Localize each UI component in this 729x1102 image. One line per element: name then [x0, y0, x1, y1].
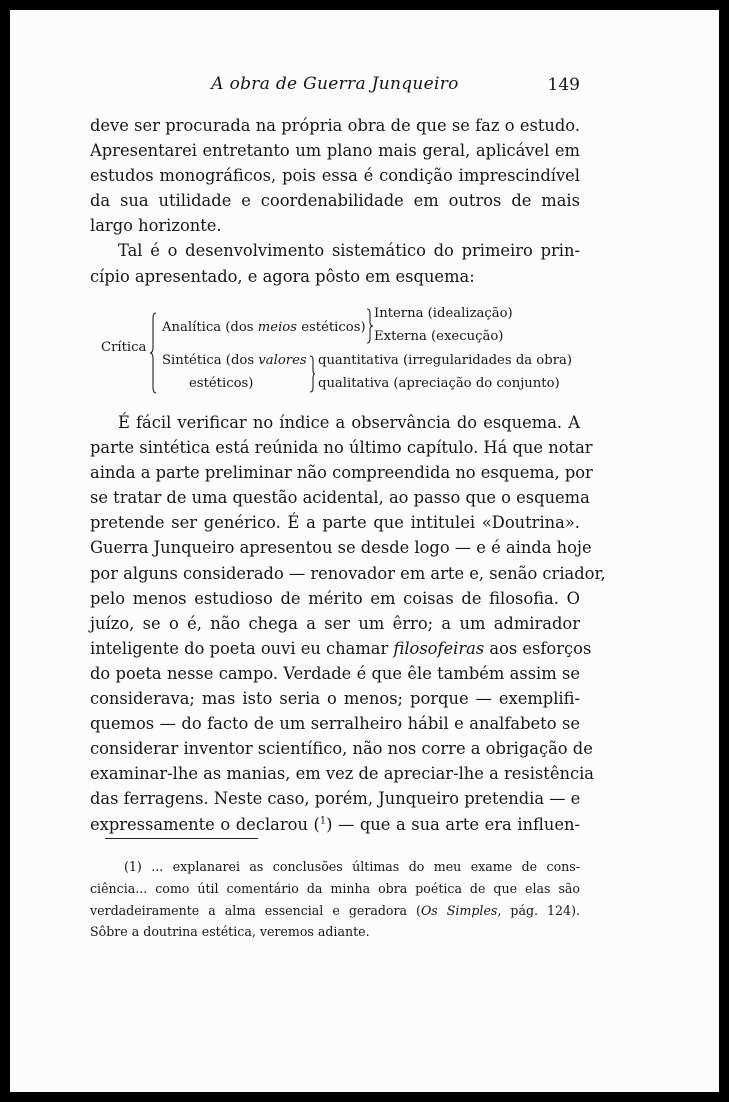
- sintetica-brace: [308, 354, 316, 394]
- text-line: examinar-lhe as manias, em vez de apreciar-lhe a resistência: [90, 764, 594, 784]
- text-line: pretende ser genérico. É a parte que intitulei «Doutrina».: [90, 513, 580, 533]
- text-line: por alguns considerado — renovador em arte e, senão criador,: [90, 563, 606, 583]
- text-line: Guerra Junqueiro apresentou se desde logo — e é ainda hoje: [90, 538, 592, 558]
- text-line: pelo menos estudioso de mérito em coisas de filosofia. O: [90, 588, 580, 608]
- footnote: [90, 856, 580, 943]
- footnote-line: (1) ... explanarei as conclusões últimas do meu exame de cons-: [124, 859, 580, 874]
- text-line: das ferragens. Neste caso, porém, Junqueiro pretendia — e: [90, 789, 581, 809]
- text-line: ainda a parte preliminar não compreendida no esquema, por: [90, 463, 593, 483]
- footnote-line: Sôbre a doutrina estética, veremos adiante.: [90, 924, 370, 940]
- sintetica-label: Sintética (dos valores: [162, 353, 307, 368]
- footnote-marker: (1): [124, 859, 142, 874]
- text-line: deve ser procurada na própria obra de que se faz o estudo.: [90, 116, 580, 135]
- opening-paragraphs: [90, 113, 580, 289]
- text-line: Apresentarei entretanto um plano mais geral, aplicável em: [90, 141, 580, 161]
- text-line: da sua utilidade e coordenabilidade em outros de mais: [90, 191, 580, 211]
- text-line: Tal é o desenvolvimento sistemático do primeiro prin-: [118, 241, 580, 261]
- schema-root-label: Crítica: [101, 340, 147, 355]
- text-line: juízo, se o é, não chega a ser um êrro; a um admirador: [90, 613, 580, 633]
- quantitativa-label: quantitativa (irregularidades da obra): [318, 353, 573, 368]
- text-line: se tratar de uma questão acidental, ao passo que o esquema: [90, 488, 590, 508]
- analitica-brace: [364, 307, 374, 345]
- running-title: A obra de Guerra Junqueiro: [211, 74, 459, 94]
- text-line: largo horizonte.: [90, 216, 222, 236]
- intro-paragraph: [90, 113, 580, 238]
- externa-label: Externa (execução): [374, 329, 504, 344]
- text-line: considerar inventor scientífico, não nos corre a obrigação de: [90, 739, 593, 759]
- text-line: É fácil verificar no índice a observância do esquema. A: [118, 413, 580, 432]
- page-header: [90, 74, 580, 98]
- criticism-schema: [90, 298, 580, 398]
- text-line: do poeta nesse campo. Verdade é que êle também assim se: [90, 663, 580, 683]
- schema-intro-paragraph: [90, 238, 580, 288]
- footnote-divider: [105, 838, 258, 839]
- text-line: cípio apresentado, e agora pôsto em esquema:: [90, 266, 475, 286]
- analitica-label: Analítica (dos meios estéticos): [162, 320, 366, 335]
- text-line: quemos — do facto de um serralheiro hábil e analfabeto se: [90, 714, 580, 734]
- footnote-reference[interactable]: 1: [319, 815, 327, 827]
- text-line: inteligente do poeta ouvi eu chamar filosofeiras aos esforços: [90, 638, 592, 658]
- book-page: [10, 10, 719, 1092]
- root-brace: [150, 311, 160, 395]
- main-paragraph: [90, 410, 606, 837]
- page-number: 149: [547, 75, 580, 95]
- qualitativa-label: qualitativa (apreciação do conjunto): [318, 376, 560, 391]
- sintetica-label-cont: estéticos): [189, 376, 254, 391]
- footnote-line: verdadeiramente a alma essencial e geradora (Os Simples, pág. 124).: [90, 902, 580, 918]
- text-line: parte sintética está reúnida no último capítulo. Há que notar: [90, 438, 593, 458]
- interna-label: Interna (idealização): [374, 306, 513, 321]
- text-line: considerava; mas isto seria o menos; porque — exemplifi-: [90, 689, 580, 709]
- footnote-line: ciência... como útil comentário da minha obra poética de que elas são: [90, 880, 580, 896]
- text-line: estudos monográficos, pois essa é condição imprescindível: [90, 166, 580, 186]
- text-line: expressamente o declarou ($^1$) — que a sua arte era influen-: [90, 814, 580, 834]
